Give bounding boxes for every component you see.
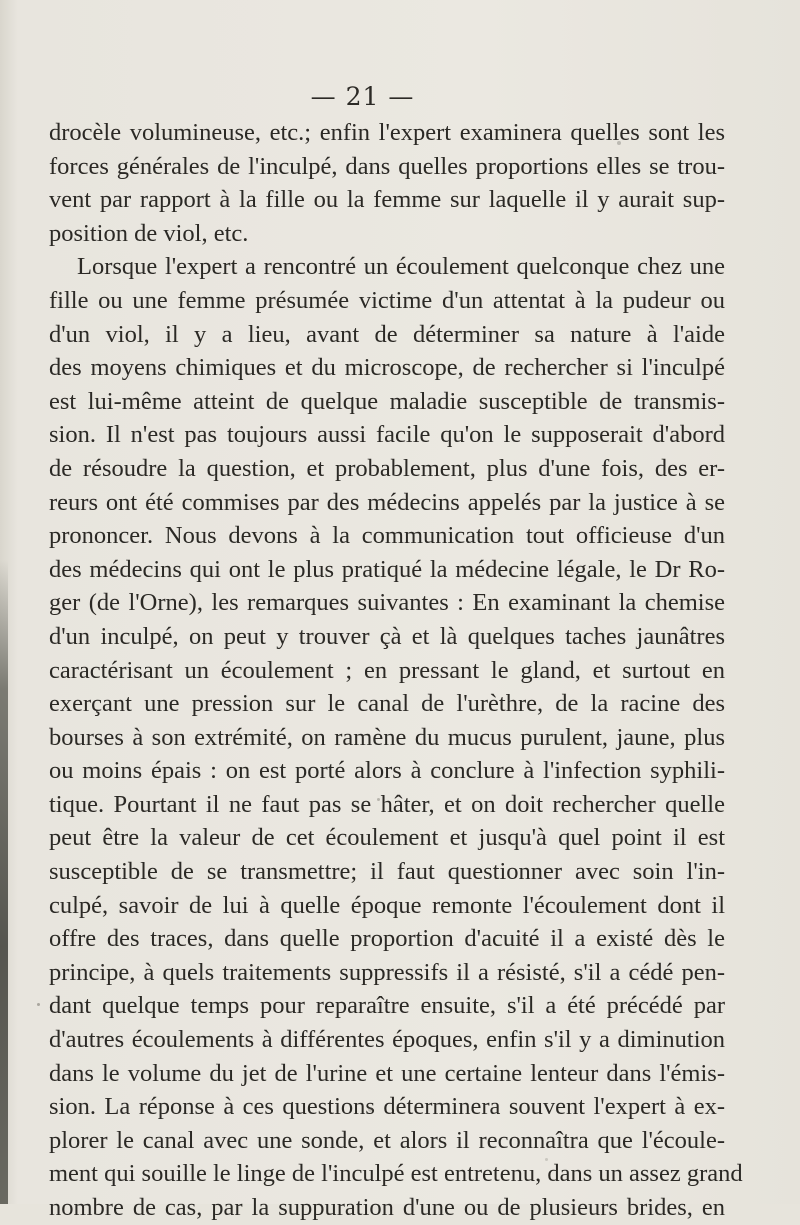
text-line: fille ou une femme présumée victime d'un attentat à la pudeur ou [49, 286, 725, 314]
body-text [49, 116, 743, 1225]
text-line: des médecins qui ont le plus pratiqué la médecine légale, le Dr Ro- [49, 555, 725, 583]
text-line: nombre de cas, par la suppuration d'une ou de plusieurs brides, en [49, 1194, 725, 1221]
text-line: est lui-même atteint de quelque maladie susceptible de transmis- [49, 387, 725, 415]
text-line: peut être la valeur de cet écoulement et jusqu'à quel point il est [49, 824, 725, 852]
text-line: d'autres écoulements à différentes époques, enfin s'il y a diminution [49, 1026, 725, 1054]
text-line: sion. La réponse à ces questions déterminera souvent l'expert à ex- [49, 1093, 725, 1121]
paper-speck [37, 1003, 40, 1006]
paper-speck [377, 798, 380, 801]
text-line: reurs ont été commises par des médecins appelés par la justice à se [49, 488, 725, 516]
text-line: bourses à son extrémité, on ramène du mucus purulent, jaune, plus [49, 723, 725, 751]
paper-speck [368, 1107, 373, 1112]
text-line: principe, à quels traitements suppressifs il a résisté, s'il a cédé pen- [49, 958, 725, 986]
text-line: de résoudre la question, et probablement, plus d'une fois, des er- [49, 454, 725, 482]
page-edge-shadow [0, 560, 8, 1204]
text-line: exerçant une pression sur le canal de l'urèthre, de la racine des [49, 690, 725, 718]
paper-speck [545, 1158, 548, 1161]
text-line: susceptible de se transmettre; il faut questionner avec soin l'in- [49, 858, 725, 886]
text-line: tique. Pourtant il ne faut pas se hâter, et on doit rechercher quelle [49, 790, 725, 818]
text-line: ou moins épais : on est porté alors à conclure à l'infection syphili- [49, 757, 725, 785]
text-line: des moyens chimiques et du microscope, de rechercher si l'inculpé [49, 354, 725, 382]
text-line: plorer le canal avec une sonde, et alors il reconnaîtra que l'écoule- [49, 1126, 725, 1154]
text-line: ment qui souille le linge de l'inculpé est entretenu, dans un assez grand [49, 1160, 743, 1188]
text-line: sion. Il n'est pas toujours aussi facile qu'on le supposerait d'abord [49, 421, 725, 449]
paper-speck [617, 141, 621, 145]
text-line: forces générales de l'inculpé, dans quelles proportions elles se trou- [49, 152, 725, 180]
text-line: offre des traces, dans quelle proportion d'acuité il a existé dès le [49, 925, 725, 953]
text-line: drocèle volumineuse, etc.; enfin l'expert examinera quelles sont les [49, 119, 725, 146]
text-line: vent par rapport à la fille ou la femme sur laquelle il y aurait sup- [49, 186, 725, 214]
text-line: caractérisant un écoulement ; en pressant le gland, et surtout en [49, 656, 725, 684]
text-line: ger (de l'Orne), les remarques suivantes : En examinant la chemise [49, 589, 725, 617]
text-line: Lorsque l'expert a rencontré un écoulement quelconque chez une [77, 253, 725, 281]
text-line: culpé, savoir de lui à quelle époque remonte l'écoulement dont il [49, 891, 725, 919]
page-number: — 21 — [310, 82, 415, 111]
text-line: dans le volume du jet de l'urine et une certaine lenteur dans l'émis- [49, 1059, 725, 1087]
text-line: d'un viol, il y a lieu, avant de déterminer sa nature à l'aide [49, 320, 725, 348]
text-line: dant quelque temps pour reparaître ensuite, s'il a été précédé par [49, 992, 725, 1020]
text-line: position de viol, etc. [49, 219, 249, 247]
text-line: d'un inculpé, on peut y trouver çà et là quelques taches jaunâtres [49, 622, 725, 650]
text-line: prononcer. Nous devons à la communication tout officieuse d'un [49, 522, 725, 550]
